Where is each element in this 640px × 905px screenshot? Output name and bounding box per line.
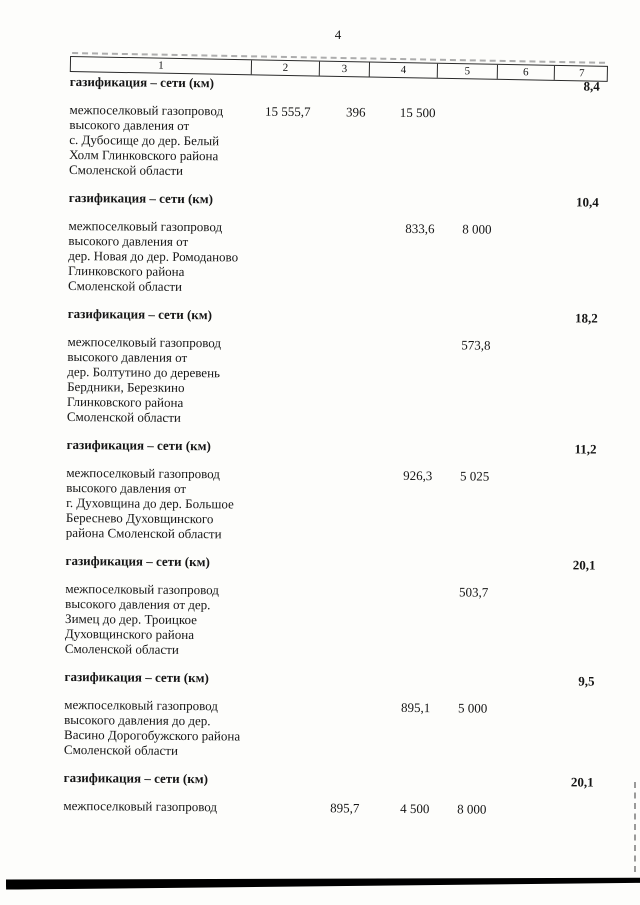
gasification-row: [69, 190, 607, 210]
gasification-label: газификация – сети (км): [68, 189, 214, 207]
value-col5: 5 025: [460, 468, 490, 484]
header-cell-6: 6: [497, 65, 554, 80]
pipeline-row: [66, 465, 605, 545]
value-col5: 503,7: [459, 584, 489, 600]
gasification-row: [64, 770, 602, 790]
pipeline-row: [65, 581, 604, 661]
value-col4: 833,6: [405, 220, 435, 237]
pipeline-description: межпоселковый газопровод: [63, 797, 218, 815]
gasification-label: газификация – сети (км): [64, 668, 209, 686]
value-col2: 15 555,7: [264, 103, 311, 120]
pipeline-row: [67, 334, 606, 429]
gasification-label: газификация – сети (км): [63, 769, 209, 787]
value-col5: 573,8: [461, 337, 491, 353]
pipeline-row: [64, 697, 603, 762]
gasification-row: [65, 669, 603, 689]
value-col2: [249, 220, 317, 221]
gasification-label: газификация – сети (км): [67, 305, 213, 323]
value-col4: 15 500: [399, 104, 436, 121]
header-cell-4: 4: [369, 62, 437, 77]
value-col4: [363, 584, 431, 585]
pipeline-row: [68, 218, 607, 298]
value-col4: 926,3: [403, 467, 433, 484]
gasification-value: 18,2: [574, 310, 598, 326]
value-col4: 895,1: [401, 699, 431, 716]
gasification-row: [66, 553, 604, 573]
pipeline-description: межпоселковый газопровод высокого давления от с. Дубосище до дер. Белый Холм Глинковского района Смоленской области: [68, 101, 224, 178]
scan-artifact-bar: [6, 875, 640, 889]
value-col2: [244, 800, 312, 801]
gasification-value: 10,4: [575, 194, 599, 210]
header-cell-2: 2: [251, 60, 319, 75]
gasification-value: 11,2: [574, 441, 597, 457]
pipeline-row: [69, 102, 608, 182]
header-cell-5: 5: [437, 64, 497, 79]
gasification-value: 9,5: [578, 673, 595, 689]
pipeline-description: межпоселковый газопровод высокого давления от дер. Болтутино до деревень Бердники, Березкино Глинковского района Смоленской области: [66, 333, 222, 425]
value-col5: 8 000: [457, 801, 487, 817]
gasification-value: 20,1: [572, 557, 596, 573]
gasification-label: газификация – сети (км): [69, 73, 215, 91]
value-col2: [244, 699, 312, 700]
pipeline-description: межпоселковый газопровод высокого давления от г. Духовщина до дер. Большое Береснево Духовщинского района Смоленской области: [65, 464, 234, 542]
header-cell-7: 7: [554, 66, 609, 81]
pipeline-description: межпоселковый газопровод высокого давления от дер. Зимец до дер. Троицкое Духовщинского района Смоленской области: [64, 580, 220, 657]
gasification-label: газификация – сети (км): [66, 436, 211, 454]
value-col2: [248, 336, 316, 337]
value-col2: [245, 583, 313, 584]
value-col4: [366, 337, 434, 338]
header-cell-1: 1: [158, 59, 164, 72]
gasification-value: 8,4: [583, 78, 600, 94]
gasification-row: [68, 306, 606, 326]
gasification-row: [67, 437, 605, 457]
header-cell-3: 3: [319, 62, 369, 77]
gasification-value: 20,1: [570, 774, 594, 790]
value-col3: 895,7: [330, 800, 360, 816]
gasification-label: газификация – сети (км): [65, 552, 210, 570]
value-col5: 8 000: [462, 221, 492, 237]
pipeline-row: [63, 798, 601, 818]
value-col3: 396: [345, 104, 366, 120]
pipeline-description: межпоселковый газопровод высокого давления от дер. Новая до дер. Ромоданово Глинковского района Смоленской области: [67, 217, 239, 294]
scan-artifact-edge: [634, 782, 636, 872]
value-col5: [436, 105, 496, 106]
table-content: [63, 56, 608, 818]
value-col2: [246, 467, 314, 468]
value-col4: 4 500: [400, 800, 430, 817]
page-number: 4: [334, 27, 342, 42]
pipeline-description: межпоселковый газопровод высокого давления до дер. Васино Дорогобужского района Смоленской области: [63, 696, 241, 758]
value-col5: 5 000: [458, 700, 488, 716]
